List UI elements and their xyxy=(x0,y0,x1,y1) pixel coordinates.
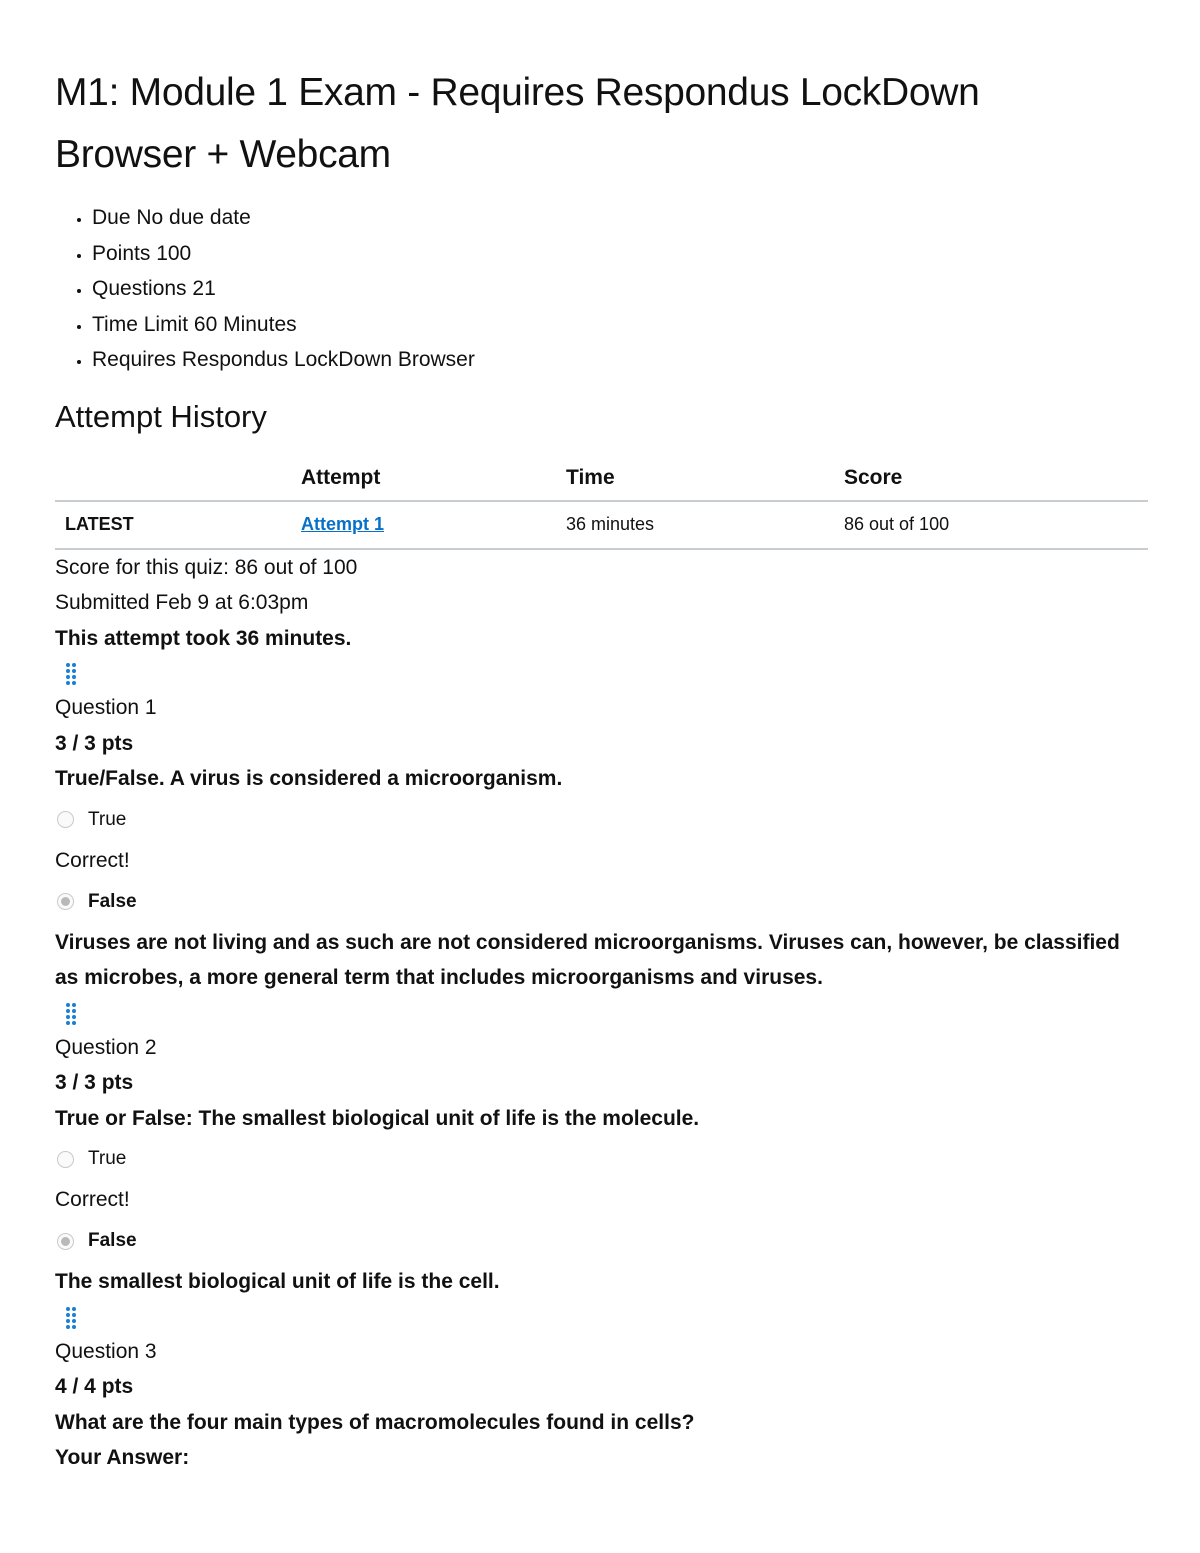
detail-lockdown: • Requires Respondus LockDown Browser xyxy=(92,342,1148,378)
question-3 xyxy=(55,1334,1148,1476)
radio-true xyxy=(57,1151,74,1168)
detail-due: • Due No due date xyxy=(92,200,1148,236)
detail-time-limit: • Time Limit 60 Minutes xyxy=(92,307,1148,343)
question-text: True or False: The smallest biological unit of life is the molecule. xyxy=(55,1106,700,1130)
column-header-time: Time xyxy=(566,456,844,501)
table-row xyxy=(55,501,1148,549)
question-title: Question 1 xyxy=(55,696,157,719)
attempt-latest-label: LATEST xyxy=(55,501,301,549)
answer-label-true: True xyxy=(88,1148,127,1169)
question-points: 4 / 4 pts xyxy=(55,1375,134,1398)
page-title-line1: M1: Module 1 Exam - Requires Respondus LockDown xyxy=(55,71,980,114)
your-answer-label: Your Answer: xyxy=(55,1446,190,1469)
attempt-score: 86 out of 100 xyxy=(844,501,1148,549)
question-1 xyxy=(55,690,1148,996)
submitted-text: Submitted Feb 9 at 6:03pm xyxy=(55,591,309,614)
quiz-details-list xyxy=(55,200,1148,378)
question-points: 3 / 3 pts xyxy=(55,731,134,755)
answer-label-false: False xyxy=(88,890,137,912)
radio-false-selected xyxy=(57,893,74,910)
attempt-history-heading: Attempt History xyxy=(55,398,267,434)
answer-label-false: False xyxy=(88,1230,137,1251)
answer-option-false xyxy=(55,1218,1148,1264)
question-points: 3 / 3 pts xyxy=(55,1071,134,1094)
correct-answer-label: Correct! xyxy=(55,848,130,872)
question-2 xyxy=(55,1030,1148,1300)
column-header-label xyxy=(55,456,301,501)
detail-questions: • Questions 21 xyxy=(92,271,1148,307)
answer-option-false xyxy=(55,879,1148,925)
duration-text: This attempt took 36 minutes. xyxy=(55,626,352,650)
attempt-cell xyxy=(301,501,566,549)
quiz-score-text: Score for this quiz: 86 out of 100 xyxy=(55,555,358,579)
radio-false-selected xyxy=(57,1233,74,1250)
answer-option-true xyxy=(55,1136,1148,1182)
page-title-line2: Browser + Webcam xyxy=(55,133,391,176)
correct-answer-label: Correct! xyxy=(55,1188,130,1211)
answer-explanation: The smallest biological unit of life is the cell. xyxy=(55,1270,500,1293)
column-header-score: Score xyxy=(844,456,1148,501)
attempt-summary xyxy=(55,550,1148,657)
attempt-history-table xyxy=(55,456,1148,550)
page-title xyxy=(55,0,1148,186)
answer-option-true xyxy=(55,797,1148,843)
answer-label-true: True xyxy=(88,808,127,830)
question-title: Question 2 xyxy=(55,1035,157,1059)
question-text: What are the four main types of macromolecules found in cells? xyxy=(55,1410,695,1434)
attempt-history-header-row xyxy=(55,456,1148,501)
radio-true xyxy=(57,811,74,828)
drag-handle-icon[interactable] xyxy=(60,1000,82,1030)
answer-explanation: Viruses are not living and as such are not considered microorganisms. Viruses can, however, be classified as microbes, a more general term that includes microorganisms and viruses. xyxy=(55,930,1120,989)
drag-handle-icon[interactable] xyxy=(60,660,82,690)
detail-points: • Points 100 xyxy=(92,236,1148,272)
drag-handle-icon[interactable] xyxy=(60,1304,82,1334)
attempt-time: 36 minutes xyxy=(566,501,844,549)
attempt-1-link[interactable]: Attempt 1 xyxy=(301,514,385,534)
question-text: True/False. A virus is considered a microorganism. xyxy=(55,767,563,790)
question-title: Question 3 xyxy=(55,1339,157,1363)
column-header-attempt: Attempt xyxy=(301,456,566,501)
